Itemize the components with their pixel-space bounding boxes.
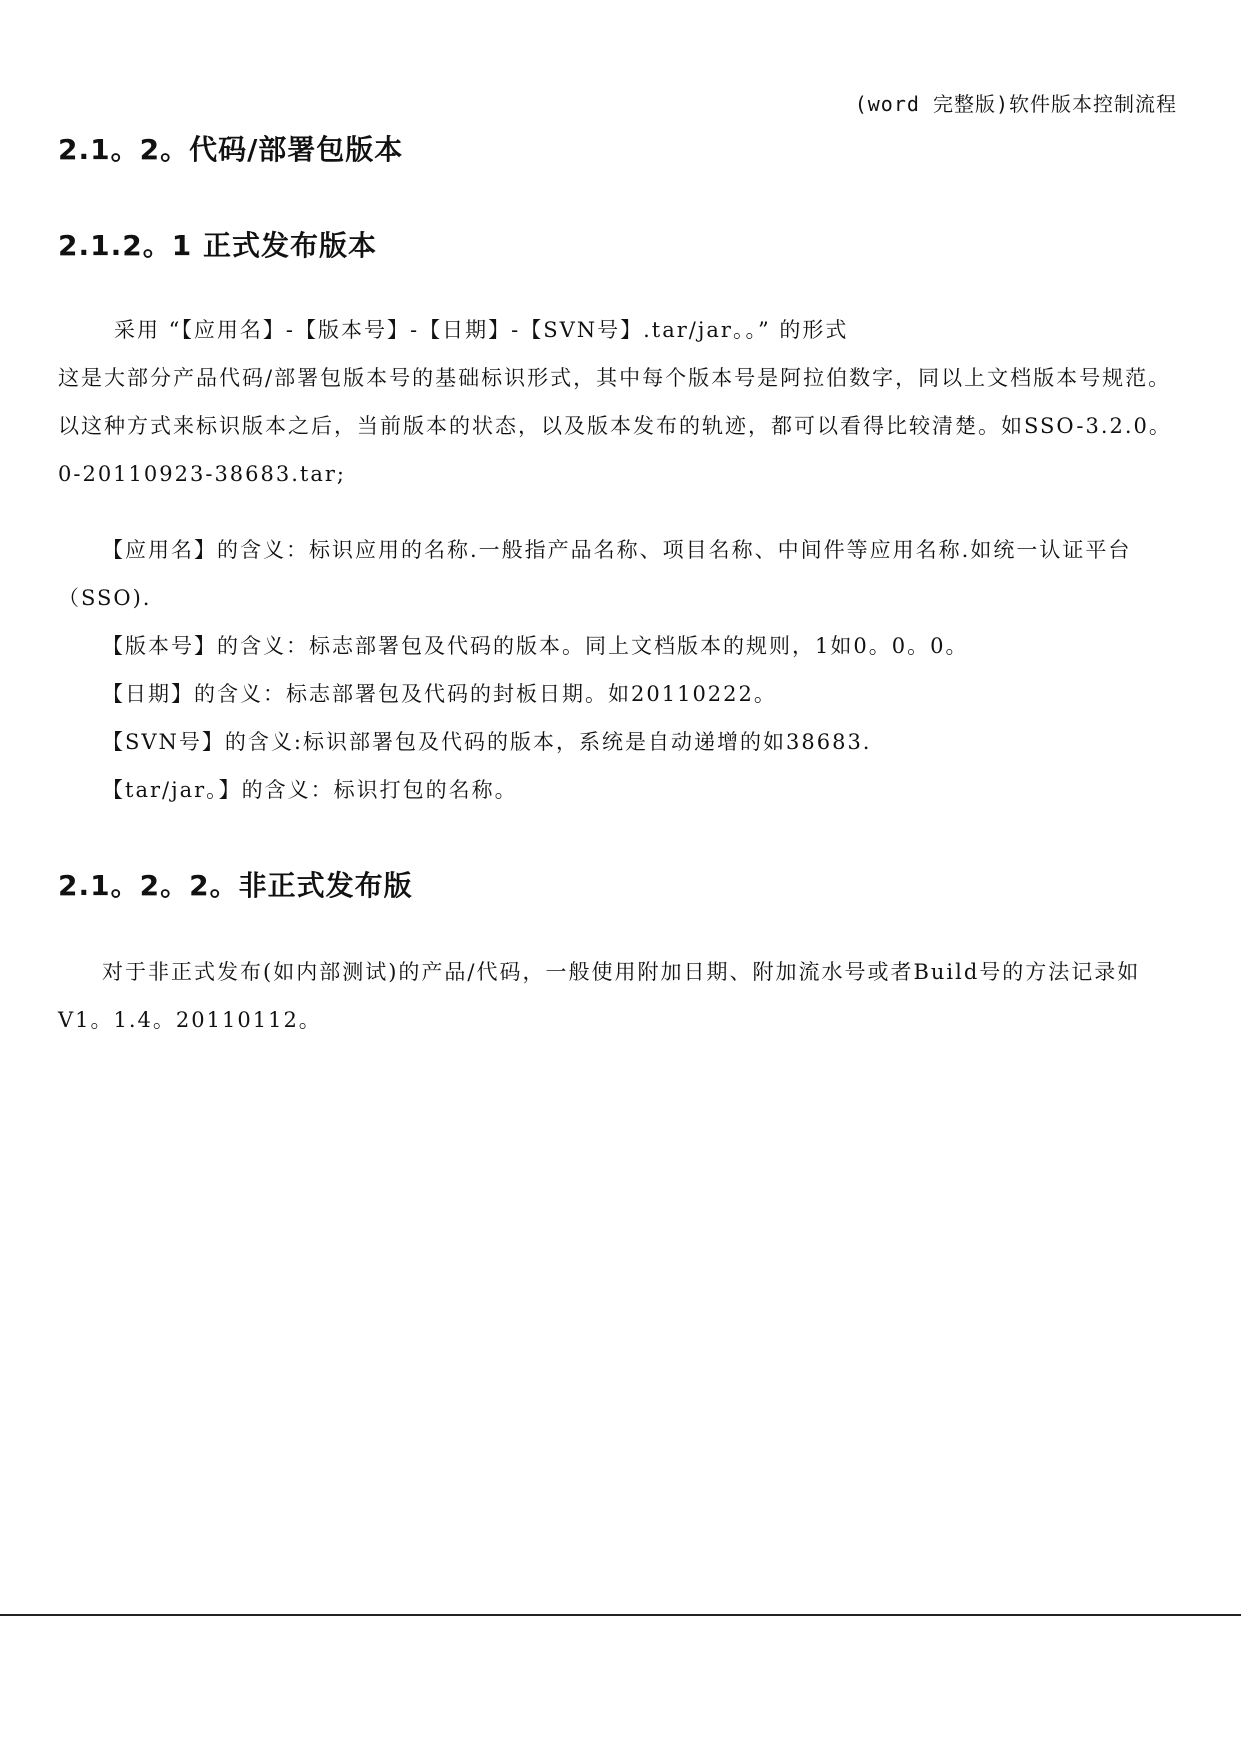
section-heading-unofficial-release: 2.1。2。2。非正式发布版 — [58, 869, 413, 902]
unofficial-release-text: 对于非正式发布(如内部测试)的产品/代码，一般使用附加日期、附加流水号或者Build号的方法记录如V1。1.4。20110112。 — [58, 960, 1141, 1032]
definition-package-name: 【tar/jar。】的含义：标识打包的名称。 — [102, 778, 518, 802]
unofficial-release-body — [58, 948, 1178, 1044]
format-description: 这是大部分产品代码/部署包版本号的基础标识形式，其中每个版本号是阿拉伯数字，同以上文档版本号规范。以这种方式来标识版本之后，当前版本的状态，以及版本发布的轨迹，都可以看得比较清楚。如SSO-3.2.0。0-20110923-38683.tar; — [58, 366, 1172, 486]
official-release-intro — [58, 306, 1178, 498]
running-header-title: (word 完整版)软件版本控制流程 — [854, 92, 1177, 116]
definition-date: 【日期】的含义：标志部署包及代码的封板日期。如20110222。 — [102, 682, 777, 706]
definition-svn-number: 【SVN号】的含义:标识部署包及代码的版本，系统是自动递增的如38683. — [102, 730, 872, 754]
section-heading-code-package-version: 2.1。2。代码/部署包版本 — [58, 133, 404, 166]
field-definitions — [58, 526, 1178, 814]
section-heading-official-release: 2.1.2。1 正式发布版本 — [58, 229, 377, 262]
format-line: 采用 “【应用名】-【版本号】-【日期】-【SVN号】.tar/jar。。” 的形式 — [114, 318, 849, 342]
definition-app-name: 【应用名】的含义：标识应用的名称.一般指产品名称、项目名称、中间件等应用名称.如统一认证平台（SSO). — [58, 538, 1132, 610]
definition-version-number: 【版本号】的含义：标志部署包及代码的版本。同上文档版本的规则，1如0。0。0。 — [102, 634, 969, 658]
footer-divider — [0, 1614, 1241, 1616]
